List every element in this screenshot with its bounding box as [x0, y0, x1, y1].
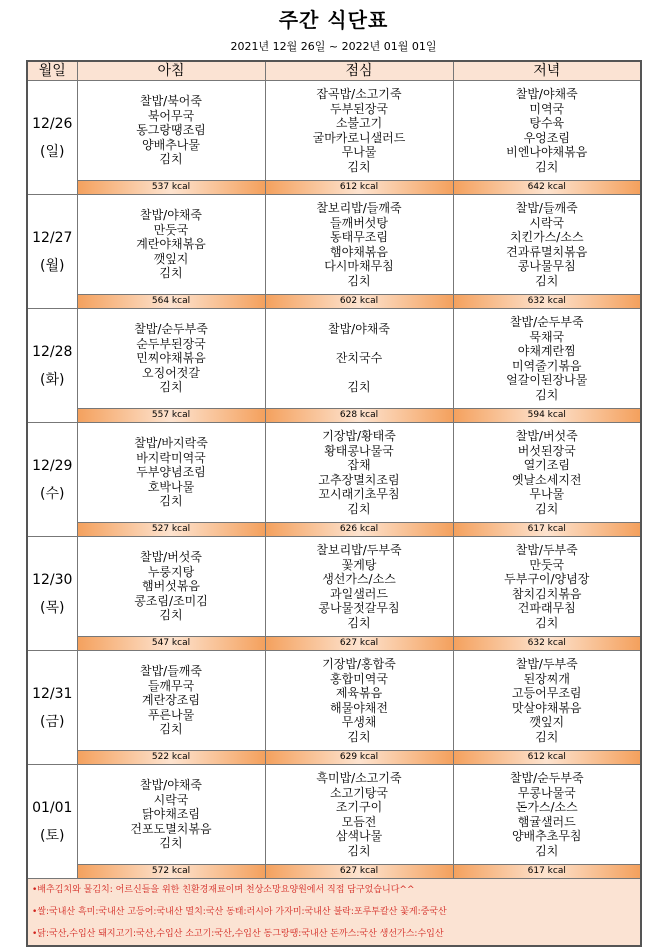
kcal-row: [27, 523, 641, 537]
breakfast-menu: [77, 423, 265, 523]
day-date: 01/01: [32, 799, 73, 816]
menu-item: 무콩나물국: [517, 785, 576, 800]
kcal-value: 557 kcal: [151, 410, 191, 420]
menu-item: 고추장멸치조림: [318, 472, 400, 487]
menu-item: 홍합미역국: [330, 671, 388, 686]
menu-item: 무나물: [529, 487, 565, 501]
notes-row: [27, 879, 641, 947]
menu-item: 고등어무조림: [511, 686, 582, 700]
day-row: [27, 765, 641, 865]
menu-item: 김치: [535, 615, 559, 630]
lunch-kcal-bar: [265, 523, 453, 537]
day-weekday: (월): [40, 257, 65, 274]
breakfast-kcal-bar: [77, 751, 265, 765]
header-dinner: 저녁: [453, 61, 641, 81]
menu-item: 잡곡밥/소고기죽: [316, 87, 402, 101]
kcal-value: 642 kcal: [527, 182, 566, 192]
menu-item: 햄귤샐러드: [517, 814, 576, 829]
dinner-menu: [453, 765, 641, 865]
kcal-value: 527 kcal: [151, 524, 191, 534]
kcal-value: 594 kcal: [527, 410, 566, 420]
lunch-kcal-bar: [265, 181, 453, 195]
menu-item: 삼색나물: [335, 829, 383, 843]
menu-item: 굴마카로니샐러드: [312, 130, 406, 145]
breakfast-menu: [77, 195, 265, 295]
menu-item: 푸른나물: [147, 707, 195, 722]
dinner-menu: [453, 309, 641, 409]
kcal-value: 612 kcal: [527, 752, 566, 762]
menu-item: 탕수육: [529, 116, 565, 130]
menu-item: 찰밥/야채죽: [139, 208, 202, 223]
menu-item: 묵채국: [529, 329, 565, 344]
dinner-menu: [453, 651, 641, 751]
kcal-row: [27, 865, 641, 879]
menu-item: 콩나물젓갈무침: [318, 601, 400, 615]
kcal-value: 564 kcal: [151, 296, 191, 306]
menu-item: 누룽지탕: [147, 564, 195, 579]
menu-item: 김치: [159, 152, 183, 167]
day-row: [27, 651, 641, 751]
lunch-menu: [265, 81, 453, 181]
menu-item: [266, 366, 453, 381]
lunch-kcal-bar: [265, 751, 453, 765]
menu-item: 찰밥/버섯죽: [515, 429, 578, 443]
menu-item: 햄버섯볶음: [142, 579, 200, 594]
menu-item: 동태무조림: [330, 230, 388, 244]
menu-item: 닭야채조림: [142, 807, 200, 822]
kcal-value: 547 kcal: [151, 638, 191, 648]
menu-item: 참치김치볶음: [511, 586, 582, 601]
menu-item: 미역줄기볶음: [511, 358, 582, 373]
menu-item: 찰밥/야채죽: [139, 778, 202, 793]
lunch-kcal-bar: [265, 637, 453, 651]
menu-item: 깻잎지: [153, 251, 189, 266]
day-date: 12/30: [32, 571, 73, 588]
dinner-kcal-bar: [453, 751, 641, 765]
kcal-value: 612 kcal: [339, 182, 379, 192]
menu-item: 양배추나물: [142, 137, 200, 152]
day-row: [27, 537, 641, 637]
kcal-value: 522 kcal: [151, 752, 191, 762]
menu-item: 햄야채볶음: [330, 244, 388, 259]
menu-item: 무생채: [341, 715, 377, 729]
header-breakfast: 아침: [77, 61, 265, 81]
lunch-kcal-bar: [265, 295, 453, 309]
breakfast-menu: [77, 765, 265, 865]
breakfast-kcal-bar: [77, 637, 265, 651]
menu-item: 찰밥/야채죽: [327, 322, 390, 337]
kcal-value: 627 kcal: [339, 638, 379, 648]
menu-item: 건파래무침: [517, 601, 576, 615]
lunch-menu: [265, 423, 453, 523]
breakfast-menu: [77, 309, 265, 409]
menu-item: 김치: [347, 501, 371, 516]
kcal-value: 632 kcal: [527, 638, 566, 648]
menu-item: 김치: [159, 494, 183, 509]
breakfast-menu: [77, 537, 265, 637]
day-weekday: (화): [40, 371, 65, 388]
menu-item: 옛날소세지전: [511, 472, 582, 487]
menu-item: 잔치국수: [335, 351, 383, 366]
day-weekday: (수): [40, 485, 65, 502]
kcal-value: 537 kcal: [151, 182, 191, 192]
menu-item: 다시마채무침: [324, 259, 394, 273]
kcal-row: [27, 295, 641, 309]
kcal-value: 617 kcal: [527, 524, 566, 534]
menu-item: 김치: [347, 380, 371, 395]
day-weekday: (토): [40, 827, 65, 844]
menu-body: [27, 81, 641, 879]
menu-item: 견과류멸치볶음: [506, 244, 588, 259]
day-date: 12/31: [32, 685, 73, 702]
menu-item: 김치: [347, 273, 371, 288]
day-cell: [27, 309, 77, 423]
kcal-value: 617 kcal: [527, 866, 566, 876]
breakfast-menu: [77, 651, 265, 751]
menu-item: 북어무국: [147, 108, 195, 123]
menu-item: 양배추초무침: [511, 829, 582, 843]
day-date: 12/28: [32, 343, 73, 360]
menu-item: 소고기탕국: [330, 785, 388, 800]
menu-item: 기장밥/황태죽: [322, 429, 396, 443]
header-lunch: 점심: [265, 61, 453, 81]
day-cell: [27, 651, 77, 765]
menu-item: 김치: [159, 266, 183, 281]
menu-item: 찰밥/두부죽: [515, 543, 578, 557]
kcal-row: [27, 409, 641, 423]
menu-item: 치킨가스/소스: [509, 230, 584, 244]
menu-item: 찰밥/순두부죽: [134, 322, 208, 337]
menu-item: 들깨무국: [147, 678, 195, 693]
day-date: 12/29: [32, 457, 73, 474]
menu-item: 김치: [535, 159, 559, 174]
weekly-menu-table: [26, 60, 642, 947]
kcal-value: 626 kcal: [339, 524, 379, 534]
breakfast-menu: [77, 81, 265, 181]
dinner-menu: [453, 537, 641, 637]
menu-item: 얼갈이된장나물: [506, 373, 588, 387]
menu-item: 찰밥/바지락죽: [134, 436, 208, 451]
kcal-value: 572 kcal: [151, 866, 191, 876]
menu-item: 비엔나야채볶음: [506, 145, 588, 159]
menu-item: 만둣국: [153, 222, 189, 237]
menu-item: 김치: [159, 722, 183, 737]
menu-item: 찰밥/들깨죽: [515, 201, 578, 215]
menu-item: 찰밥/두부죽: [515, 657, 578, 671]
lunch-menu: [265, 309, 453, 409]
breakfast-kcal-bar: [77, 523, 265, 537]
header-day: 월일: [27, 61, 77, 81]
dinner-kcal-bar: [453, 865, 641, 879]
menu-item: 순두부된장국: [136, 336, 206, 351]
menu-item: 김치: [347, 843, 371, 858]
menu-item: 건포도멸치볶음: [130, 821, 212, 836]
lunch-menu: [265, 537, 453, 637]
lunch-kcal-bar: [265, 409, 453, 423]
menu-item: 두부양념조림: [136, 465, 206, 480]
day-row: [27, 309, 641, 409]
kcal-row: [27, 751, 641, 765]
menu-item: [266, 337, 453, 352]
menu-item: 기장밥/홍합죽: [322, 657, 396, 671]
menu-item: 김치: [347, 159, 371, 174]
kcal-value: 602 kcal: [339, 296, 379, 306]
menu-item: 된장찌개: [523, 671, 570, 686]
menu-item: 오징어젓갈: [142, 365, 200, 380]
menu-item: 호박나물: [147, 479, 195, 494]
menu-item: 소불고기: [335, 116, 383, 130]
dinner-menu: [453, 195, 641, 295]
menu-item: 민찌야채볶음: [136, 351, 206, 366]
menu-item: 무나물: [341, 145, 377, 159]
kcal-row: [27, 637, 641, 651]
menu-item: 해물야채전: [330, 700, 388, 715]
menu-item: 찰밥/들깨죽: [139, 664, 202, 679]
menu-item: 시락국: [529, 215, 565, 230]
menu-item: 두부된장국: [330, 101, 388, 116]
day-date: 12/26: [32, 115, 73, 132]
menu-item: 들깨버섯탕: [330, 215, 388, 230]
kcal-value: 627 kcal: [339, 866, 379, 876]
menu-item: 계란야채볶음: [136, 237, 206, 252]
menu-item: 버섯된장국: [517, 443, 576, 458]
dinner-kcal-bar: [453, 295, 641, 309]
lunch-kcal-bar: [265, 865, 453, 879]
menu-item: 찰밥/순두부죽: [509, 771, 584, 785]
menu-item: 김치: [535, 729, 559, 744]
menu-item: 미역국: [529, 101, 565, 116]
day-row: [27, 423, 641, 523]
note-line: •닭:국산,수입산 돼지고기:국산,수입산 소고기:국산,수입산 동그랑땡:국내산 돈까스:국산 생선가스:수입산: [32, 929, 444, 939]
dinner-kcal-bar: [453, 523, 641, 537]
dinner-kcal-bar: [453, 181, 641, 195]
kcal-value: 628 kcal: [339, 410, 379, 420]
breakfast-kcal-bar: [77, 181, 265, 195]
day-date: 12/27: [32, 229, 73, 246]
day-row: [27, 195, 641, 295]
menu-item: 김치: [159, 836, 183, 851]
menu-item: 시락국: [153, 792, 189, 807]
breakfast-kcal-bar: [77, 295, 265, 309]
day-cell: [27, 423, 77, 537]
menu-item: 흑미밥/소고기죽: [316, 771, 402, 785]
menu-item: 찰밥/야채죽: [515, 87, 578, 101]
menu-item: 돈가스/소스: [515, 800, 578, 814]
page-title: 주간 식단표: [278, 8, 389, 32]
menu-item: 열기조림: [523, 458, 570, 472]
note-line: •쌀:국내산 흑미:국내산 고등어:국내산 멸치:국산 동태:러시아 가자미:국내산 불락:포루투칼산 꽃게:중국산: [32, 907, 447, 917]
dinner-kcal-bar: [453, 409, 641, 423]
dinner-menu: [453, 81, 641, 181]
menu-item: 야채계란찜: [517, 344, 576, 358]
day-cell: [27, 195, 77, 309]
menu-item: 찰보리밥/들깨죽: [316, 201, 402, 215]
header-row: [27, 61, 641, 81]
menu-item: 콩나물무침: [517, 259, 576, 273]
menu-item: 과일샐러드: [330, 586, 388, 601]
menu-item: 꽃게탕: [341, 557, 377, 572]
kcal-value: 629 kcal: [339, 752, 379, 762]
lunch-menu: [265, 765, 453, 865]
menu-item: 생선가스/소스: [322, 572, 396, 586]
kcal-value: 632 kcal: [527, 296, 566, 306]
menu-item: 꼬시래기초무침: [318, 487, 400, 501]
dinner-menu: [453, 423, 641, 523]
menu-item: 우엉조림: [523, 130, 570, 145]
lunch-menu: [265, 195, 453, 295]
menu-item: 김치: [535, 273, 559, 288]
dinner-kcal-bar: [453, 637, 641, 651]
menu-item: 김치: [347, 729, 371, 744]
menu-item: 깻잎지: [529, 715, 565, 729]
menu-item: 찰밥/순두부죽: [509, 315, 584, 329]
menu-item: 찰보리밥/두부죽: [316, 543, 402, 557]
menu-item: 제육볶음: [335, 686, 383, 700]
menu-item: 김치: [535, 843, 559, 858]
day-row: [27, 81, 641, 181]
day-weekday: (목): [40, 599, 65, 616]
menu-item: 콩조림/조미김: [134, 593, 208, 608]
menu-item: 김치: [159, 380, 183, 395]
menu-item: 맛살야채볶음: [511, 700, 582, 715]
menu-item: 황태콩나물국: [324, 443, 394, 458]
kcal-row: [27, 181, 641, 195]
day-weekday: (금): [40, 713, 65, 730]
menu-item: 조기구이: [335, 800, 383, 814]
day-cell: [27, 81, 77, 195]
menu-item: 동그랑땡조림: [136, 123, 206, 138]
menu-item: 만둣국: [529, 557, 565, 572]
menu-item: 김치: [347, 615, 371, 630]
breakfast-kcal-bar: [77, 409, 265, 423]
origin-notes: [27, 879, 641, 947]
menu-item: 잡채: [347, 458, 371, 472]
day-cell: [27, 765, 77, 879]
day-weekday: (일): [40, 143, 65, 160]
menu-item: 김치: [159, 608, 183, 623]
menu-item: 김치: [535, 387, 559, 402]
menu-item: 찰밥/북어죽: [139, 94, 202, 109]
menu-item: 김치: [535, 501, 559, 516]
lunch-menu: [265, 651, 453, 751]
period-range: 2021년 12월 26일 ~ 2022년 01월 01일: [230, 40, 437, 53]
menu-item: 모듬전: [341, 814, 377, 829]
note-line: •배추김치와 물김치: 어르신들을 위한 친환경재료이며 천상소망요양원에서 직접 담구었습니다^^: [32, 885, 415, 895]
menu-item: 계란장조림: [142, 693, 200, 708]
menu-item: 찰밥/버섯죽: [139, 550, 202, 565]
day-cell: [27, 537, 77, 651]
menu-item: 바지락미역국: [136, 450, 206, 465]
menu-item: 두부구이/양념장: [504, 572, 590, 586]
breakfast-kcal-bar: [77, 865, 265, 879]
